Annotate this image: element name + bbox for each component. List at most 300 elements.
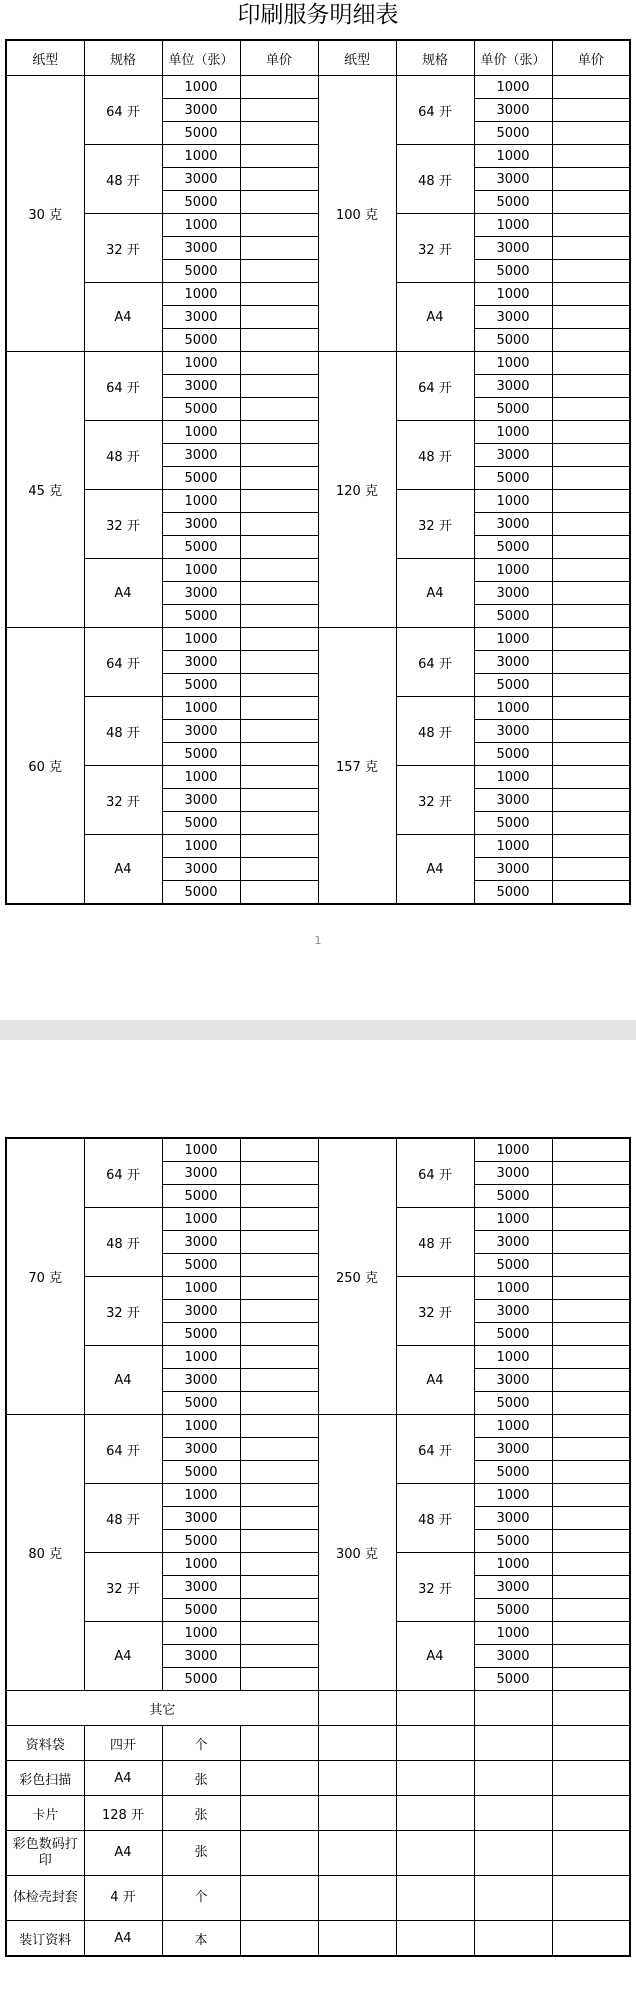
price-cell (552, 421, 630, 444)
quantity-cell: 1000 (474, 76, 552, 99)
price-cell (240, 283, 318, 306)
quantity-cell: 5000 (474, 1530, 552, 1553)
price-cell (240, 674, 318, 697)
price-cell (552, 1208, 630, 1231)
item-unit-cell: 本 (162, 1921, 240, 1957)
price-cell (240, 697, 318, 720)
column-header: 单价 (552, 40, 630, 76)
price-cell (240, 444, 318, 467)
quantity-cell: 5000 (162, 881, 240, 905)
price-cell (552, 1599, 630, 1622)
quantity-cell: 5000 (474, 1323, 552, 1346)
price-cell (552, 651, 630, 674)
quantity-cell: 3000 (474, 858, 552, 881)
quantity-cell: 3000 (162, 1369, 240, 1392)
spec-cell: 48 开 (396, 1208, 474, 1277)
quantity-cell: 3000 (162, 513, 240, 536)
price-cell (396, 1726, 474, 1761)
price-cell (240, 1831, 318, 1876)
quantity-cell: 5000 (162, 260, 240, 283)
item-name-cell: 卡片 (6, 1796, 84, 1831)
price-cell (240, 1668, 318, 1691)
quantity-cell: 1000 (162, 145, 240, 168)
price-cell (240, 858, 318, 881)
price-cell (240, 1622, 318, 1645)
spec-cell: 32 开 (396, 1277, 474, 1346)
quantity-cell: 1000 (474, 697, 552, 720)
quantity-cell: 1000 (474, 214, 552, 237)
price-cell (240, 835, 318, 858)
quantity-cell: 5000 (474, 122, 552, 145)
price-cell (552, 1876, 630, 1921)
quantity-cell: 1000 (474, 1346, 552, 1369)
price-cell (552, 352, 630, 375)
quantity-cell: 3000 (162, 444, 240, 467)
price-cell (240, 421, 318, 444)
quantity-cell: 5000 (162, 536, 240, 559)
price-cell (240, 237, 318, 260)
quantity-cell: 1000 (162, 283, 240, 306)
quantity-cell: 5000 (474, 1185, 552, 1208)
price-cell (240, 1876, 318, 1921)
spec-cell: 32 开 (396, 490, 474, 559)
price-cell (240, 559, 318, 582)
quantity-cell: 3000 (474, 306, 552, 329)
quantity-cell: 1000 (474, 490, 552, 513)
quantity-cell: 3000 (474, 168, 552, 191)
price-cell (240, 1392, 318, 1415)
quantity-cell: 3000 (162, 1162, 240, 1185)
price-cell (552, 1461, 630, 1484)
price-cell (552, 1761, 630, 1796)
price-cell (552, 858, 630, 881)
price-cell (552, 260, 630, 283)
price-cell (552, 812, 630, 835)
price-cell (552, 1277, 630, 1300)
spec-cell: 32 开 (84, 490, 162, 559)
quantity-cell: 3000 (474, 375, 552, 398)
quantity-cell: 5000 (162, 398, 240, 421)
price-cell (552, 145, 630, 168)
price-cell (240, 1726, 318, 1761)
quantity-cell: 5000 (474, 329, 552, 352)
spec-cell: 32 开 (396, 766, 474, 835)
quantity-cell: 1000 (162, 697, 240, 720)
spec-cell: A4 (396, 835, 474, 905)
quantity-cell: 1000 (162, 1553, 240, 1576)
quantity-cell: 5000 (474, 881, 552, 905)
spec-cell: 48 开 (396, 697, 474, 766)
paper-type-cell: 157 克 (318, 628, 396, 905)
spec-cell: 64 开 (396, 352, 474, 421)
quantity-cell: 5000 (162, 1185, 240, 1208)
price-cell (240, 99, 318, 122)
price-cell (552, 1831, 630, 1876)
price-cell (552, 1323, 630, 1346)
spec-cell: A4 (84, 835, 162, 905)
other-item-row (6, 1761, 630, 1796)
price-cell (552, 168, 630, 191)
price-table-page-1 (5, 39, 631, 905)
price-cell (240, 1138, 318, 1162)
price-cell (240, 214, 318, 237)
price-cell (318, 1921, 396, 1957)
quantity-cell: 3000 (474, 582, 552, 605)
spec-cell: 48 开 (84, 421, 162, 490)
quantity-cell: 1000 (474, 835, 552, 858)
quantity-cell: 1000 (162, 1208, 240, 1231)
price-cell (240, 1346, 318, 1369)
spec-cell: A4 (396, 1622, 474, 1691)
paper-type-cell: 30 克 (6, 76, 84, 352)
price-cell (552, 306, 630, 329)
other-item-row (6, 1921, 630, 1957)
price-cell (396, 1876, 474, 1921)
spec-cell: 32 开 (396, 214, 474, 283)
quantity-cell: 3000 (162, 789, 240, 812)
price-cell (240, 628, 318, 651)
quantity-cell: 5000 (474, 398, 552, 421)
spec-cell: 64 开 (84, 1415, 162, 1484)
spec-cell: A4 (84, 1622, 162, 1691)
item-name-cell: 装订资料 (6, 1921, 84, 1957)
price-cell (552, 1392, 630, 1415)
price-cell (240, 1461, 318, 1484)
price-cell (552, 1346, 630, 1369)
price-cell (552, 99, 630, 122)
price-cell (240, 1530, 318, 1553)
empty-cell (552, 1691, 630, 1726)
price-cell (552, 1185, 630, 1208)
price-cell (552, 1553, 630, 1576)
price-cell (552, 191, 630, 214)
price-cell (240, 1645, 318, 1668)
price-cell (240, 582, 318, 605)
price-cell (552, 1162, 630, 1185)
price-cell (240, 1484, 318, 1507)
price-cell (552, 76, 630, 99)
price-cell (240, 1599, 318, 1622)
quantity-cell: 3000 (162, 237, 240, 260)
quantity-cell: 5000 (162, 605, 240, 628)
quantity-cell: 1000 (474, 421, 552, 444)
item-unit-cell: 个 (162, 1876, 240, 1921)
price-cell (552, 1415, 630, 1438)
spec-cell: 32 开 (396, 1553, 474, 1622)
quantity-cell: 5000 (474, 743, 552, 766)
price-cell (240, 76, 318, 99)
quantity-cell: 1000 (162, 214, 240, 237)
quantity-cell: 1000 (474, 628, 552, 651)
price-cell (552, 1484, 630, 1507)
quantity-cell: 5000 (474, 605, 552, 628)
price-cell (474, 1831, 552, 1876)
quantity-cell: 3000 (162, 720, 240, 743)
column-header: 规格 (84, 40, 162, 76)
price-cell (474, 1796, 552, 1831)
price-cell (240, 1231, 318, 1254)
price-cell (240, 306, 318, 329)
quantity-cell: 1000 (474, 1208, 552, 1231)
price-cell (552, 329, 630, 352)
price-cell (552, 1645, 630, 1668)
quantity-cell: 5000 (162, 122, 240, 145)
other-section-label: 其它 (6, 1691, 318, 1726)
price-cell (474, 1761, 552, 1796)
quantity-cell: 5000 (474, 1392, 552, 1415)
quantity-cell: 5000 (474, 1461, 552, 1484)
price-cell (552, 536, 630, 559)
item-spec-cell: 4 开 (84, 1876, 162, 1921)
quantity-cell: 3000 (474, 1507, 552, 1530)
price-cell (240, 1185, 318, 1208)
price-cell (474, 1726, 552, 1761)
price-cell (552, 582, 630, 605)
price-cell (552, 1300, 630, 1323)
price-cell (240, 352, 318, 375)
price-cell (240, 536, 318, 559)
price-cell (552, 1138, 630, 1162)
column-header: 单价 (240, 40, 318, 76)
quantity-cell: 3000 (474, 513, 552, 536)
other-item-row (6, 1796, 630, 1831)
price-cell (552, 490, 630, 513)
price-cell (552, 720, 630, 743)
price-cell (552, 1921, 630, 1957)
quantity-cell: 3000 (474, 1162, 552, 1185)
price-cell (240, 1761, 318, 1796)
price-cell (552, 1507, 630, 1530)
item-spec-cell: 128 开 (84, 1796, 162, 1831)
quantity-cell: 3000 (162, 168, 240, 191)
item-name-cell: 资料袋 (6, 1726, 84, 1761)
spec-cell: A4 (396, 1346, 474, 1415)
price-cell (552, 467, 630, 490)
price-cell (240, 1300, 318, 1323)
spec-cell: 48 开 (396, 421, 474, 490)
price-cell (552, 237, 630, 260)
quantity-cell: 5000 (162, 743, 240, 766)
empty-cell (318, 1691, 396, 1726)
spec-cell: A4 (84, 283, 162, 352)
quantity-cell: 5000 (474, 467, 552, 490)
quantity-cell: 5000 (162, 1254, 240, 1277)
spec-cell: A4 (84, 1346, 162, 1415)
spec-cell: 48 开 (396, 1484, 474, 1553)
quantity-cell: 3000 (162, 1300, 240, 1323)
other-item-row (6, 1831, 630, 1876)
price-cell (552, 1576, 630, 1599)
price-cell (240, 1553, 318, 1576)
quantity-cell: 3000 (162, 1438, 240, 1461)
quantity-cell: 5000 (162, 1599, 240, 1622)
price-cell (240, 651, 318, 674)
price-cell (318, 1796, 396, 1831)
price-cell (240, 122, 318, 145)
quantity-cell: 1000 (474, 766, 552, 789)
price-cell (240, 766, 318, 789)
quantity-cell: 3000 (162, 1645, 240, 1668)
quantity-cell: 5000 (474, 536, 552, 559)
spec-cell: A4 (84, 559, 162, 628)
quantity-cell: 5000 (474, 1599, 552, 1622)
price-cell (552, 1530, 630, 1553)
price-cell (240, 743, 318, 766)
price-cell (240, 1323, 318, 1346)
quantity-cell: 1000 (162, 559, 240, 582)
price-cell (552, 1796, 630, 1831)
quantity-cell: 1000 (474, 1553, 552, 1576)
quantity-cell: 1000 (162, 628, 240, 651)
quantity-cell: 1000 (474, 352, 552, 375)
quantity-cell: 3000 (474, 789, 552, 812)
spec-cell: A4 (396, 559, 474, 628)
price-cell (240, 260, 318, 283)
price-cell (240, 168, 318, 191)
item-unit-cell: 张 (162, 1831, 240, 1876)
quantity-cell: 1000 (474, 1415, 552, 1438)
quantity-cell: 1000 (474, 283, 552, 306)
table-row (6, 352, 630, 375)
empty-cell (396, 1691, 474, 1726)
item-spec-cell: A4 (84, 1761, 162, 1796)
price-cell (552, 881, 630, 905)
price-cell (240, 1507, 318, 1530)
price-cell (552, 743, 630, 766)
quantity-cell: 3000 (162, 1507, 240, 1530)
quantity-cell: 1000 (162, 352, 240, 375)
column-header: 纸型 (318, 40, 396, 76)
quantity-cell: 3000 (162, 858, 240, 881)
price-cell (552, 1369, 630, 1392)
quantity-cell: 5000 (162, 1323, 240, 1346)
price-cell (474, 1921, 552, 1957)
item-unit-cell: 个 (162, 1726, 240, 1761)
price-cell (396, 1831, 474, 1876)
price-cell (552, 766, 630, 789)
price-table-page-2 (5, 1137, 631, 1957)
quantity-cell: 1000 (162, 1415, 240, 1438)
paper-type-cell: 100 克 (318, 76, 396, 352)
price-cell (552, 1438, 630, 1461)
empty-cell (474, 1691, 552, 1726)
quantity-cell: 1000 (162, 76, 240, 99)
item-spec-cell: A4 (84, 1831, 162, 1876)
price-cell (396, 1921, 474, 1957)
quantity-cell: 5000 (162, 1392, 240, 1415)
quantity-cell: 3000 (474, 1576, 552, 1599)
quantity-cell: 5000 (162, 467, 240, 490)
price-cell (240, 329, 318, 352)
column-header: 单价（张） (474, 40, 552, 76)
quantity-cell: 5000 (162, 812, 240, 835)
item-spec-cell: 四开 (84, 1726, 162, 1761)
price-cell (240, 789, 318, 812)
price-cell (552, 513, 630, 536)
price-cell (552, 835, 630, 858)
quantity-cell: 1000 (162, 835, 240, 858)
column-header: 纸型 (6, 40, 84, 76)
spec-cell: 64 开 (84, 1138, 162, 1208)
price-cell (240, 881, 318, 905)
price-cell (474, 1876, 552, 1921)
price-cell (240, 1208, 318, 1231)
price-cell (240, 467, 318, 490)
other-item-row (6, 1876, 630, 1921)
paper-type-cell: 120 克 (318, 352, 396, 628)
quantity-cell: 3000 (474, 720, 552, 743)
price-cell (240, 513, 318, 536)
column-header: 规格 (396, 40, 474, 76)
paper-type-cell: 70 克 (6, 1138, 84, 1415)
spec-cell: 64 开 (84, 76, 162, 145)
quantity-cell: 3000 (474, 1300, 552, 1323)
price-cell (552, 789, 630, 812)
price-cell (552, 444, 630, 467)
price-cell (240, 145, 318, 168)
quantity-cell: 1000 (474, 1138, 552, 1162)
price-cell (552, 1231, 630, 1254)
quantity-cell: 1000 (162, 1138, 240, 1162)
quantity-cell: 5000 (162, 1668, 240, 1691)
price-cell (240, 1576, 318, 1599)
quantity-cell: 1000 (474, 1484, 552, 1507)
spec-cell: 64 开 (84, 628, 162, 697)
quantity-cell: 3000 (474, 237, 552, 260)
quantity-cell: 3000 (474, 444, 552, 467)
price-cell (552, 605, 630, 628)
price-cell (240, 1921, 318, 1957)
quantity-cell: 1000 (474, 1622, 552, 1645)
price-cell (240, 812, 318, 835)
quantity-cell: 3000 (162, 1576, 240, 1599)
spec-cell: 48 开 (84, 1484, 162, 1553)
price-cell (552, 375, 630, 398)
spec-cell: 48 开 (84, 697, 162, 766)
quantity-cell: 5000 (474, 260, 552, 283)
price-cell (240, 1162, 318, 1185)
price-cell (552, 1254, 630, 1277)
spec-cell: 32 开 (84, 1277, 162, 1346)
price-cell (396, 1761, 474, 1796)
price-cell (552, 398, 630, 421)
quantity-cell: 1000 (162, 421, 240, 444)
price-cell (318, 1831, 396, 1876)
price-cell (240, 605, 318, 628)
quantity-cell: 5000 (162, 329, 240, 352)
quantity-cell: 5000 (162, 1530, 240, 1553)
spec-cell: 64 开 (396, 628, 474, 697)
item-unit-cell: 张 (162, 1761, 240, 1796)
item-name-cell: 体检壳封套 (6, 1876, 84, 1921)
price-cell (552, 1726, 630, 1761)
quantity-cell: 5000 (162, 191, 240, 214)
quantity-cell: 3000 (474, 1438, 552, 1461)
price-cell (552, 1668, 630, 1691)
price-cell (552, 283, 630, 306)
quantity-cell: 3000 (162, 1231, 240, 1254)
table-row (6, 1138, 630, 1162)
price-cell (240, 191, 318, 214)
spec-cell: 48 开 (84, 145, 162, 214)
quantity-cell: 1000 (162, 1622, 240, 1645)
quantity-cell: 3000 (474, 1231, 552, 1254)
price-cell (240, 1438, 318, 1461)
price-cell (552, 628, 630, 651)
quantity-cell: 1000 (162, 1277, 240, 1300)
paper-type-cell: 80 克 (6, 1415, 84, 1691)
price-cell (240, 490, 318, 513)
